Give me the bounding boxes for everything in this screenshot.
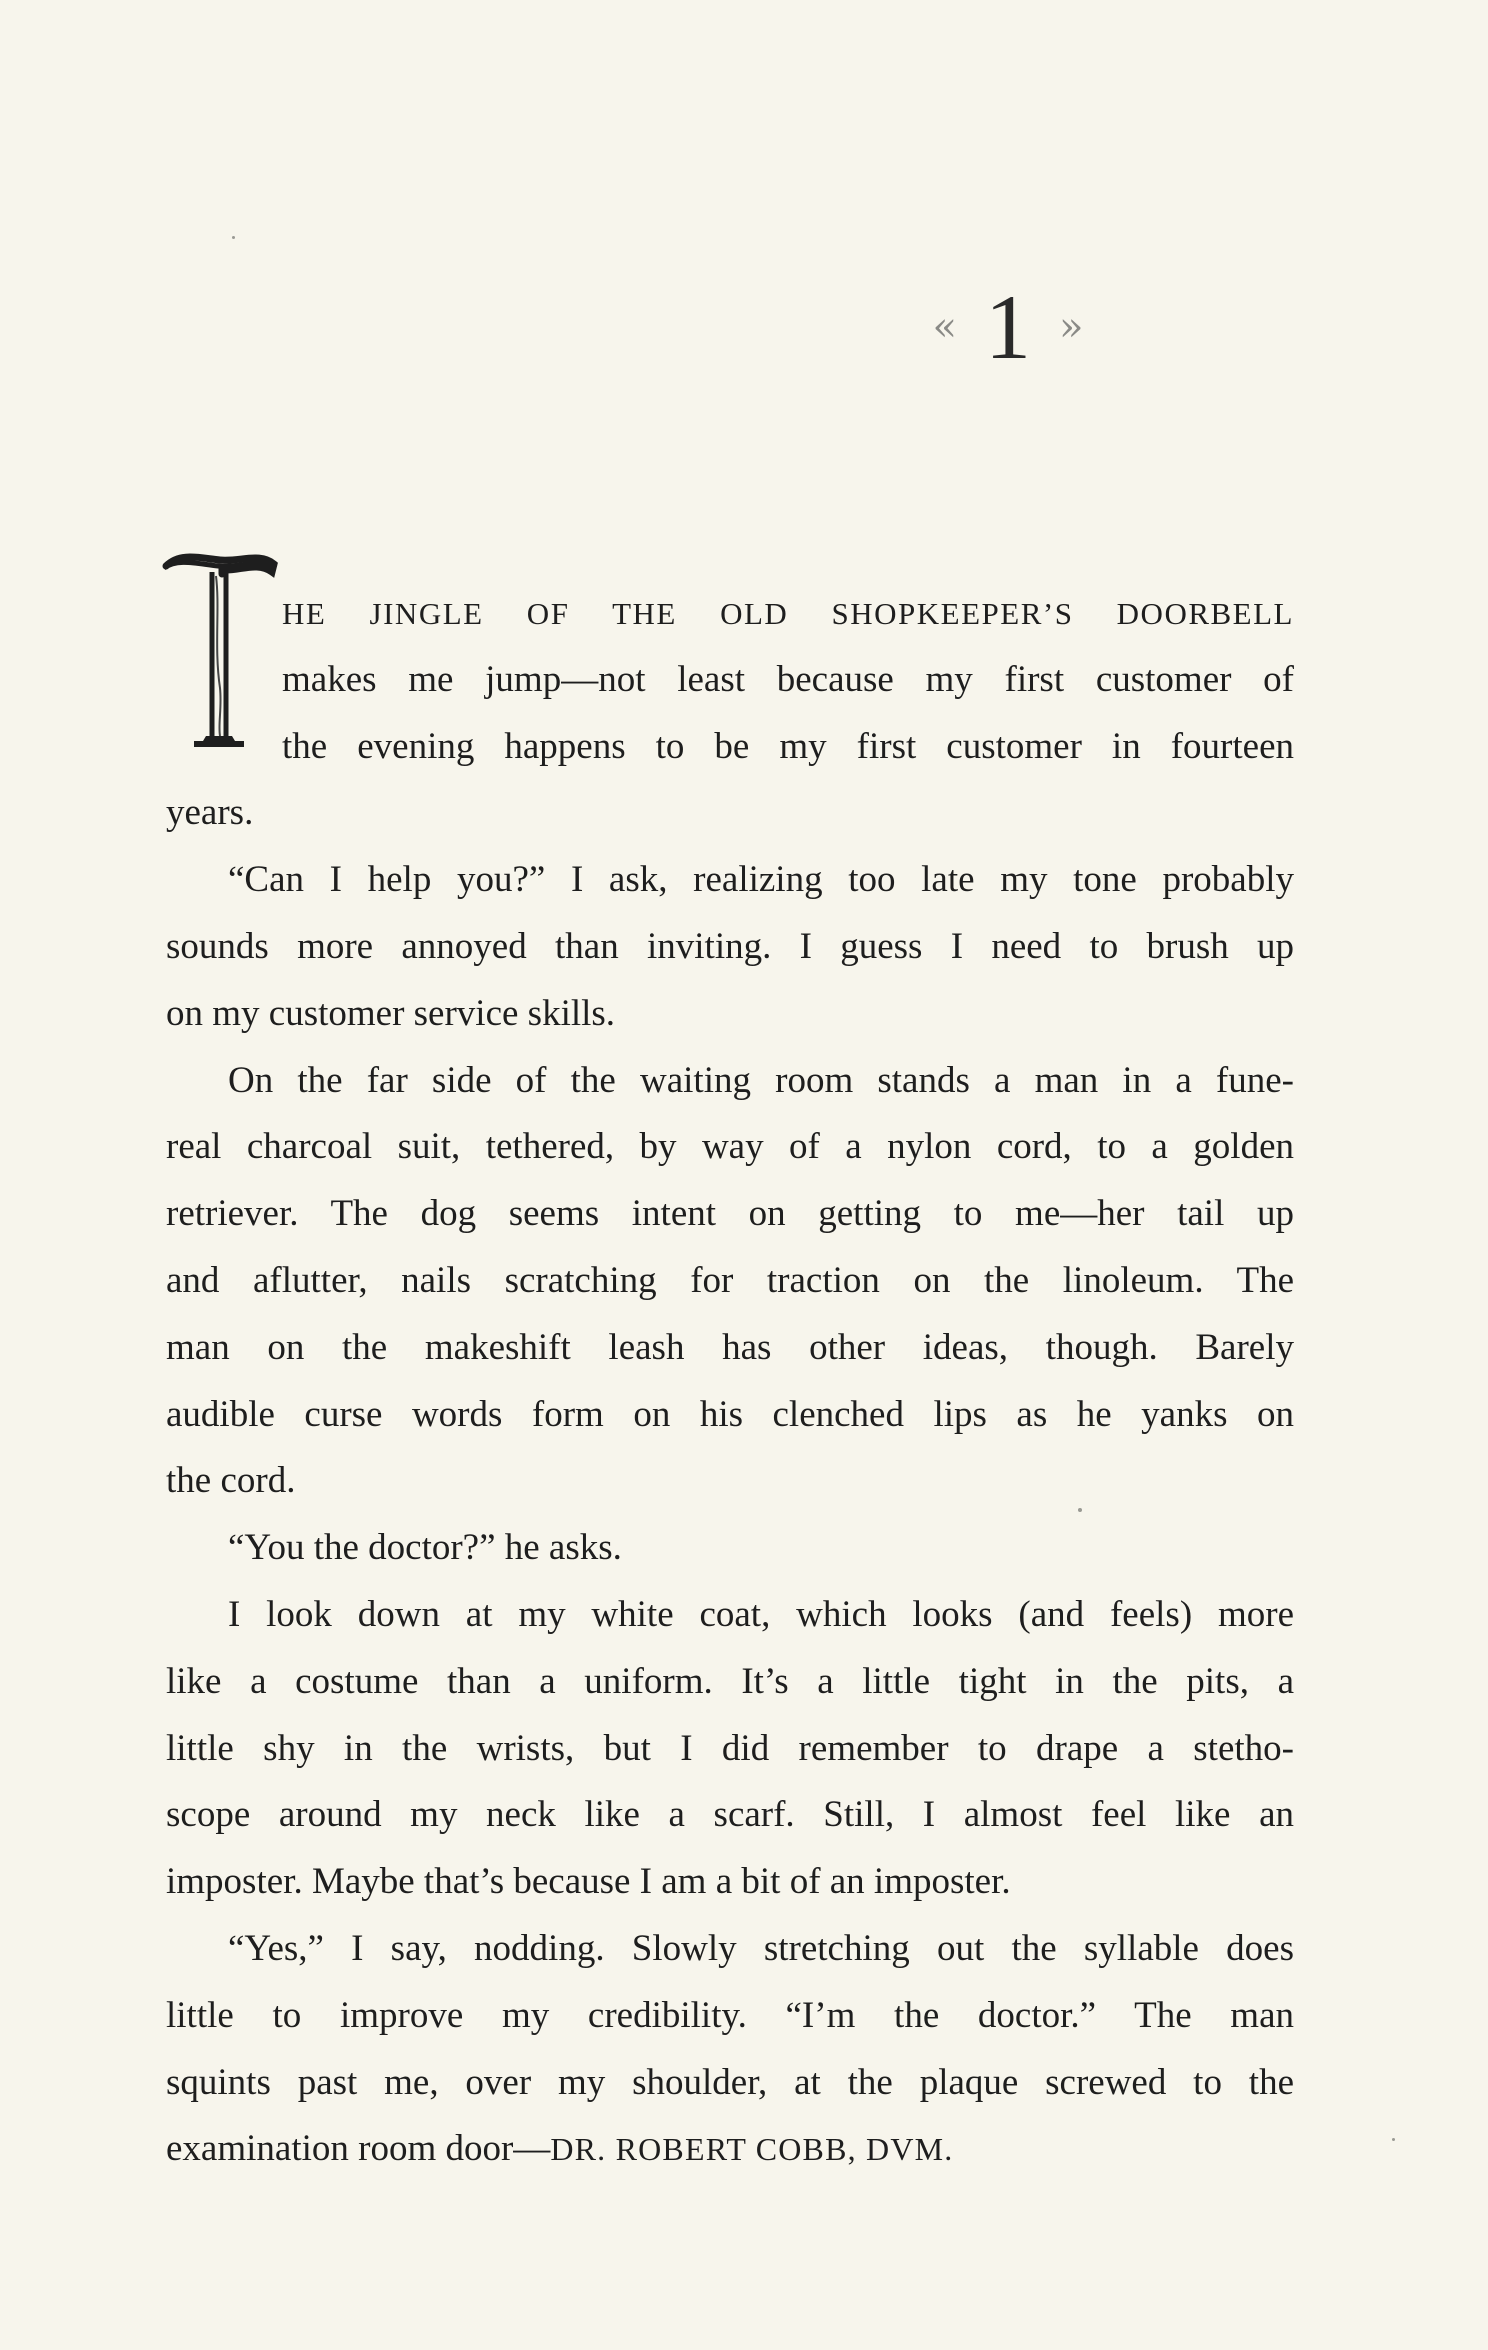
text-line: on my customer service skills.: [166, 992, 616, 1034]
text-line: sounds more annoyed than inviting. I guess I need to brush up: [166, 925, 1294, 967]
text-line: I look down at my white coat, which looks (and feels) more: [228, 1593, 1294, 1635]
chapter-heading: [888, 272, 1128, 382]
text-line: “You the doctor?” he asks.: [228, 1527, 622, 1569]
text-line: man on the makeshift leash has other ideas, though. Barely: [166, 1326, 1294, 1368]
chapter-ornament-left: «: [932, 304, 957, 350]
chapter-number: 1: [985, 276, 1031, 378]
text-line: HE JINGLE OF THE OLD SHOPKEEPER’S DOORBELL: [282, 596, 1294, 631]
text-line: retriever. The dog seems intent on getting to me—her tail up: [166, 1193, 1294, 1235]
text-line: “Can I help you?” I ask, realizing too late my tone probably: [228, 859, 1294, 901]
text-line: like a costume than a uniform. It’s a little tight in the pits, a: [166, 1660, 1294, 1702]
text-line: makes me jump—not least because my first customer of: [282, 658, 1294, 700]
plaque-text: DR. ROBERT COBB, DVM.: [550, 2131, 954, 2168]
text-line: audible curse words form on his clenched lips as he yanks on: [166, 1393, 1294, 1435]
text-line: and aflutter, nails scratching for traction on the linoleum. The: [166, 1259, 1294, 1301]
drop-cap-letter: [160, 548, 161, 549]
text-line: little shy in the wrists, but I did remember to drape a stetho-: [166, 1727, 1294, 1769]
chapter-ornament-right: »: [1059, 304, 1084, 350]
text-line: the evening happens to be my first customer in fourteen: [282, 725, 1294, 767]
text-line: little to improve my credibility. “I’m the doctor.” The man: [166, 1994, 1294, 2036]
text-line: imposter. Maybe that’s because I am a bit of an imposter.: [166, 1861, 1011, 1903]
text-line: “Yes,” I say, nodding. Slowly stretching out the syllable does: [228, 1927, 1294, 1969]
text-line: the cord.: [166, 1460, 296, 1502]
text-line: squints past me, over my shoulder, at the plaque screwed to the: [166, 2061, 1294, 2103]
text-line: real charcoal suit, tethered, by way of a nylon cord, to a golden: [166, 1126, 1294, 1168]
text-line: scope around my neck like a scarf. Still, I almost feel like an: [166, 1794, 1294, 1836]
text-line: years.: [166, 792, 254, 834]
text-line: examination room door—DR. ROBERT COBB, DVM.: [166, 2128, 954, 2170]
chapter-text: [166, 580, 1294, 2183]
text-line: On the far side of the waiting room stands a man in a fune-: [228, 1059, 1294, 1101]
